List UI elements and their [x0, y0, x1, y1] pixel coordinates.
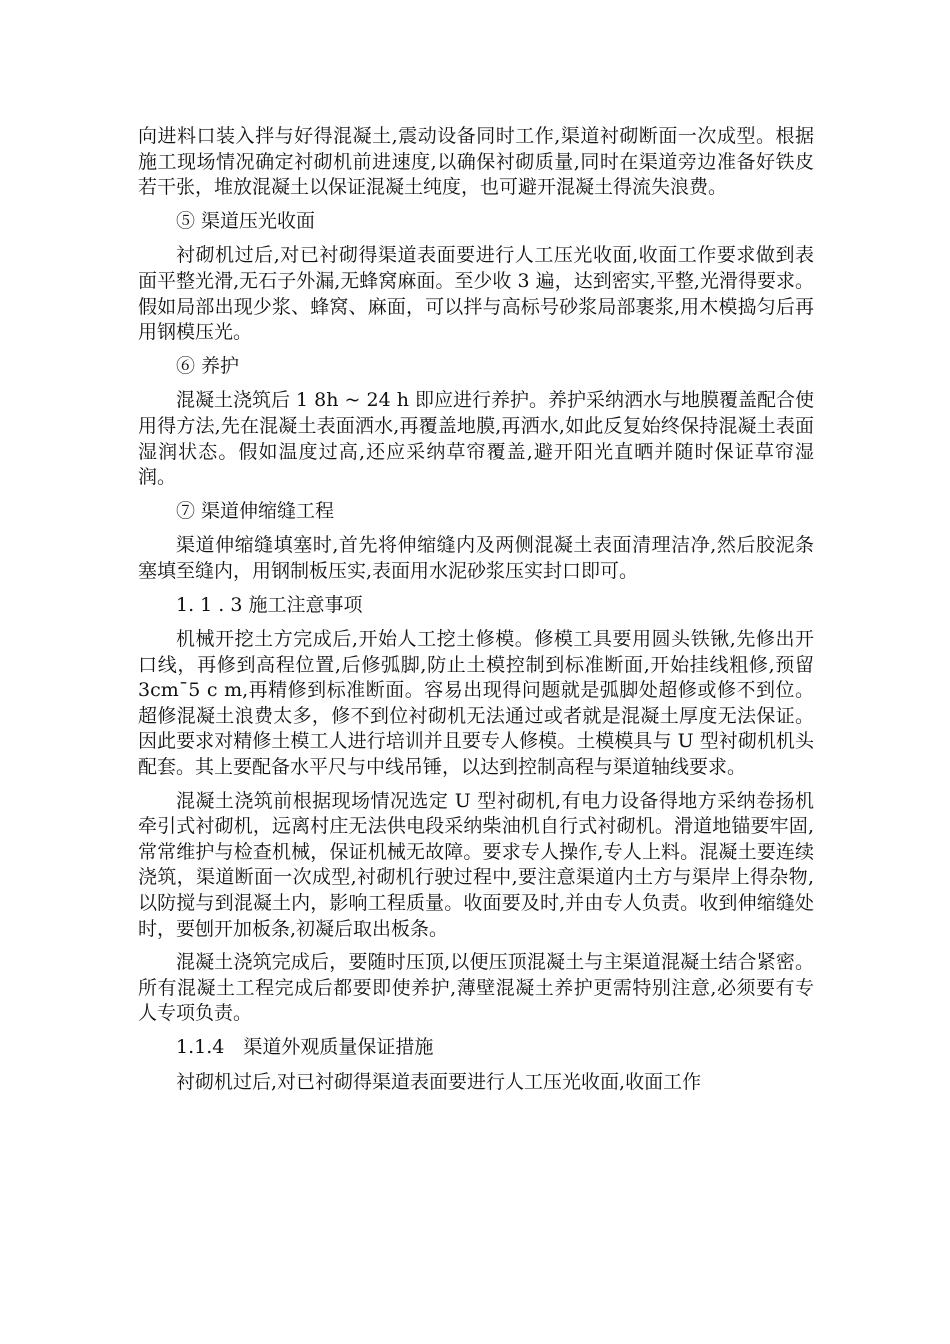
paragraph-curing: 混凝土浇筑后 1 8h ~ 24 h 即应进行养护。养护采纳洒水与地膜覆盖配合使用得方法,先在混凝土表面洒水,再覆盖地膜,再洒水,如此反复始终保持混凝土表面湿润状态。假如温度过高,还应采纳草帘覆盖,避开阳光直晒并随时保证草帘湿润。 [138, 389, 814, 489]
paragraph-concrete-feeding: 向进料口装入拌与好得混凝土,震动设备同时工作,渠道衬砌断面一次成型。根据施工现场情况确定衬砌机前进速度,以确保衬砌质量,同时在渠道旁边准备好铁皮若干张，堆放混凝土以保证混凝土纯度，也可避开混凝土得流失浪费。 [138, 125, 814, 199]
paragraph-mold-trimming: 机械开挖土方完成后,开始人工挖土修模。修模工具要用圆头铁锹,先修出开口线，再修到高程位置,后修弧脚,防止土模控制到标准断面,开始挂线粗修,预留 3cm¯5 c m,再精修到标准断面。容易出现得问题就是弧脚处超修或修不到位。超修混凝土浪费太多，修不到位衬砌机无法通过或者就是混凝土厚度无法保证。因此要求对精修土模工人进行培训并且要专人修模。土模模具与 U 型衬砌机机头配套。其上要配备水平尺与中线吊锤，以达到控制高程与渠道轴线要求。 [138, 628, 814, 779]
heading-channel-finishing: ⑤ 渠道压光收面 [176, 209, 316, 232]
paragraph-appearance-quality: 衬砌机过后,对已衬砌得渠道表面要进行人工压光收面,收面工作 [176, 1070, 702, 1093]
heading-curing: ⑥ 养护 [176, 354, 240, 377]
document-page [138, 124, 814, 1103]
heading-construction-notes: 1. 1 . 3 施工注意事项 [176, 593, 363, 616]
paragraph-finishing: 衬砌机过后,对已衬砌得渠道表面要进行人工压光收面,收面工作要求做到表面平整光滑,无石子外漏,无蜂窝麻面。至少收 3 遍，达到密实,平整,光滑得要求。假如局部出现少浆、蜂窝、麻面，可以拌与高标号砂浆局部裹浆,用木模捣匀后再用钢模压光。 [138, 244, 814, 344]
paragraph-capping: 混凝土浇筑完成后，要随时压顶,以便压顶混凝土与主渠道混凝土结合紧密。所有混凝土工程完成后都要即使养护,薄壁混凝土养护更需特别注意,必须要有专人专项负责。 [138, 951, 814, 1025]
paragraph-expansion-joints: 渠道伸缩缝填塞时,首先将伸缩缝内及两侧混凝土表面清理洁净,然后胶泥条塞填至缝内，用钢制板压实,表面用水泥砂浆压实封口即可。 [138, 534, 814, 582]
paragraph-lining-machine: 混凝土浇筑前根据现场情况选定 U 型衬砌机,有电力设备得地方采纳卷扬机牵引式衬砌机，远离村庄无法供电段采纳柴油机自行式衬砌机。滑道地锚要牢固,常常维护与检查机械，保证机械无故障。要求专人操作,专人上料。混凝土要连续浇筑，渠道断面一次成型,衬砌机行驶过程中,要注意渠道内土方与渠岸上得杂物,以防搅与到混凝土内，影响工程质量。收面要及时,并由专人负责。收到伸缩缝处时，要刨开加板条,初凝后取出板条。 [138, 789, 814, 940]
heading-appearance-quality: 1.1.4 渠道外观质量保证措施 [176, 1036, 434, 1058]
heading-expansion-joints: ⑦ 渠道伸缩缝工程 [176, 499, 335, 522]
